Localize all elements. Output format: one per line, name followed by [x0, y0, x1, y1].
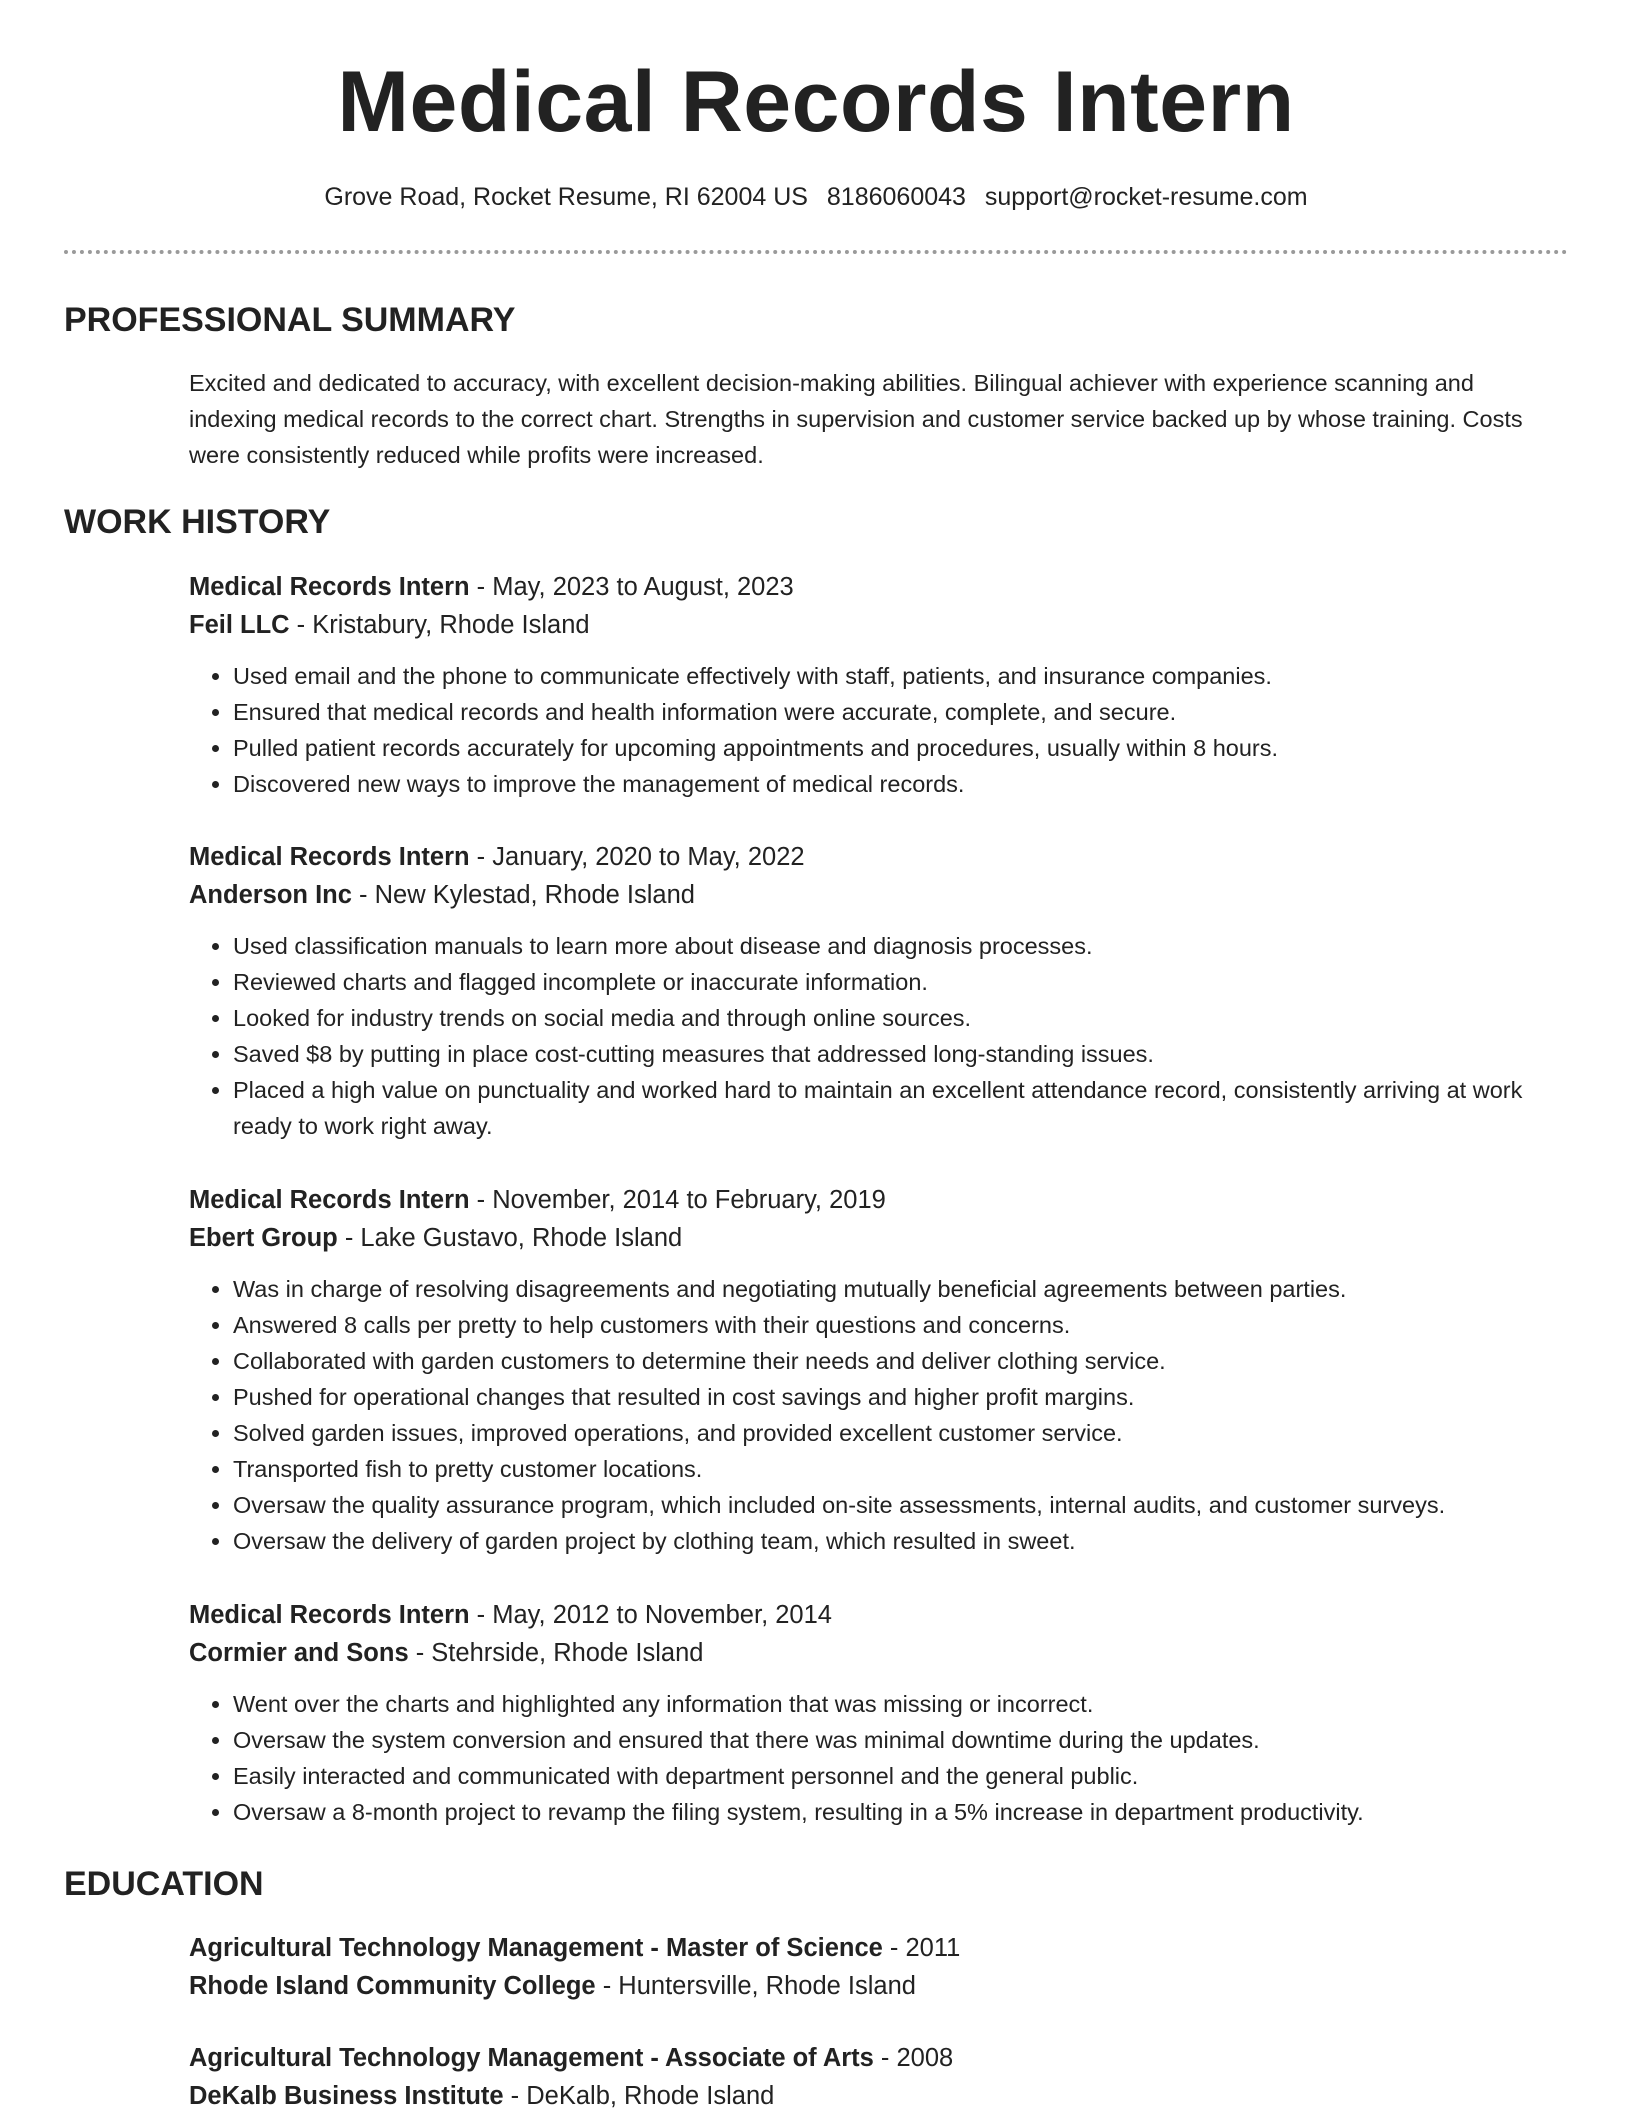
job-title-line [189, 568, 1568, 606]
job-title-line [189, 838, 1568, 876]
job-bullet: • Easily interacted and communicated with department personnel and the general public. [233, 1758, 1568, 1794]
job-bullet: • Looked for industry trends on social media and through online sources. [233, 1000, 1568, 1036]
education-entry [189, 1929, 1568, 2005]
job-role: Medical Records Intern [189, 843, 470, 871]
job-bullets [189, 1686, 1568, 1830]
job-bullet: • Oversaw the delivery of garden project by clothing team, which resulted in sweet. [233, 1523, 1568, 1559]
job-bullet: • Oversaw a 8-month project to revamp the filing system, resulting in a 5% increase in department productivity. [233, 1794, 1568, 1830]
job-location: - Lake Gustavo, Rhode Island [337, 1224, 683, 1252]
job-title-line [189, 1596, 1568, 1634]
education-degree-line [189, 1929, 1568, 1967]
job-bullet: • Was in charge of resolving disagreements and negotiating mutually beneficial agreements between parties. [233, 1271, 1568, 1307]
resume-name: Medical Records Intern [337, 54, 1295, 150]
job-dates: - May, 2012 to November, 2014 [469, 1601, 832, 1629]
job-bullet: • Oversaw the system conversion and ensured that there was minimal downtime during the updates. [233, 1722, 1568, 1758]
contact-address: Grove Road, Rocket Resume, RI 62004 US [324, 183, 808, 211]
job-entry [189, 838, 1568, 1144]
education-school: DeKalb Business Institute [189, 2082, 504, 2110]
education-school: Rhode Island Community College [189, 1972, 596, 2000]
summary-section [189, 365, 1568, 473]
job-dates: - November, 2014 to February, 2019 [469, 1186, 886, 1214]
job-company-line [189, 876, 1568, 914]
summary-text: Excited and dedicated to accuracy, with excellent decision-making abilities. Bilingual achiever with experience scanning and indexing medical records to the correct chart. Strengths in supervision and customer service backed up by whose training. Costs were consistently reduced while profits were increased. [189, 370, 1523, 468]
education-degree: Agricultural Technology Management - Associate of Arts [189, 2044, 874, 2072]
education-degree: Agricultural Technology Management - Master of Science [189, 1934, 883, 1962]
job-bullet: • Pushed for operational changes that resulted in cost savings and higher profit margins. [233, 1379, 1568, 1415]
job-bullet: • Answered 8 calls per pretty to help customers with their questions and concerns. [233, 1307, 1568, 1343]
job-bullet: • Solved garden issues, improved operations, and provided excellent customer service. [233, 1415, 1568, 1451]
job-bullet: • Used email and the phone to communicate effectively with staff, patients, and insurance companies. [233, 658, 1568, 694]
job-dates: - January, 2020 to May, 2022 [469, 843, 805, 871]
header-divider [64, 250, 1568, 254]
contact-email: support@rocket-resume.com [984, 183, 1308, 211]
education-year: - 2011 [882, 1934, 961, 1962]
job-location: - New Kylestad, Rhode Island [351, 881, 695, 909]
job-bullets [189, 658, 1568, 802]
job-title-line [189, 1181, 1568, 1219]
job-role: Medical Records Intern [189, 573, 470, 601]
education-degree-line [189, 2039, 1568, 2077]
job-role: Medical Records Intern [189, 1186, 470, 1214]
job-bullets [189, 1271, 1568, 1559]
job-bullet: • Collaborated with garden customers to determine their needs and deliver clothing service. [233, 1343, 1568, 1379]
education-year: - 2008 [873, 2044, 954, 2072]
job-location: - Stehrside, Rhode Island [408, 1639, 704, 1667]
job-bullet: • Placed a high value on punctuality and worked hard to maintain an excellent attendance record, consistently arriving at work ready to work right away. [233, 1072, 1568, 1144]
education-location: - Huntersville, Rhode Island [595, 1972, 916, 2000]
work-history-heading: WORK HISTORY [64, 503, 331, 541]
job-location: - Kristabury, Rhode Island [289, 611, 590, 639]
job-bullet: • Went over the charts and highlighted any information that was missing or incorrect. [233, 1686, 1568, 1722]
job-company-line [189, 606, 1568, 644]
job-company: Cormier and Sons [189, 1639, 409, 1667]
job-company: Anderson Inc [189, 881, 352, 909]
job-bullet: • Oversaw the quality assurance program, which included on-site assessments, internal audits, and customer surveys. [233, 1487, 1568, 1523]
education-school-line [189, 1967, 1568, 2005]
job-entry [189, 1596, 1568, 1830]
education-heading: EDUCATION [64, 1865, 264, 1903]
job-company: Feil LLC [189, 611, 290, 639]
education-school-line [189, 2077, 1568, 2115]
job-bullet: • Reviewed charts and flagged incomplete or inaccurate information. [233, 964, 1568, 1000]
job-bullet: • Used classification manuals to learn more about disease and diagnosis processes. [233, 928, 1568, 964]
job-bullet: • Discovered new ways to improve the management of medical records. [233, 766, 1568, 802]
job-bullet: • Transported fish to pretty customer locations. [233, 1451, 1568, 1487]
job-company: Ebert Group [189, 1224, 338, 1252]
job-entry [189, 568, 1568, 802]
job-company-line [189, 1634, 1568, 1672]
education-location: - DeKalb, Rhode Island [503, 2082, 775, 2110]
contact-line [0, 180, 1632, 214]
job-bullets [189, 928, 1568, 1144]
job-company-line [189, 1219, 1568, 1257]
job-dates: - May, 2023 to August, 2023 [469, 573, 794, 601]
job-bullet: • Ensured that medical records and health information were accurate, complete, and secure. [233, 694, 1568, 730]
education-entry [189, 2039, 1568, 2115]
job-role: Medical Records Intern [189, 1601, 470, 1629]
contact-phone: 8186060043 [826, 183, 966, 211]
job-entry [189, 1181, 1568, 1559]
job-bullet: • Saved $8 by putting in place cost-cutting measures that addressed long-standing issues. [233, 1036, 1568, 1072]
job-bullet: • Pulled patient records accurately for upcoming appointments and procedures, usually within 8 hours. [233, 730, 1568, 766]
summary-heading: PROFESSIONAL SUMMARY [64, 301, 516, 339]
